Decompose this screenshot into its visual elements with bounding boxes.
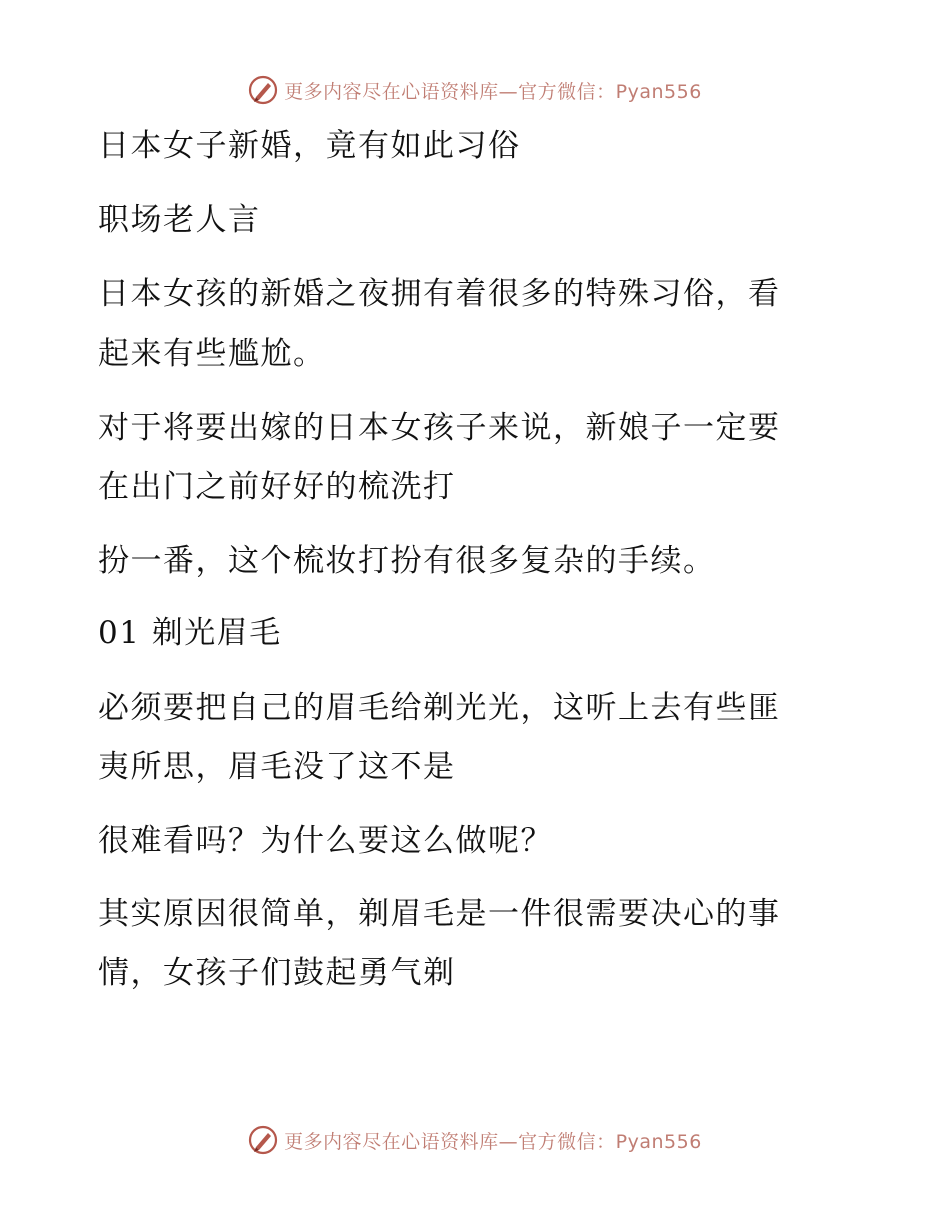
paragraph-3-line-1: 扮一番，这个梳妆打扮有很多复杂的手续。 — [98, 543, 716, 579]
footer-banner-text: 更多内容尽在心语资料库—官方微信：Pyan556 — [284, 1130, 702, 1153]
paragraph-1-line-2: 起来有些尴尬。 — [98, 336, 326, 372]
paragraph-2-line-2: 在出门之前好好的梳洗打 — [98, 469, 456, 505]
paragraph-6-line-1: 其实原因很简单，剃眉毛是一件很需要决心的事 — [98, 896, 781, 932]
paragraph-4-line-1: 必须要把自己的眉毛给剃光光，这听上去有些匪 — [98, 690, 781, 726]
document-title: 日本女子新婚，竟有如此习俗 — [98, 128, 521, 164]
paragraph-1-line-1: 日本女孩的新婚之夜拥有着很多的特殊习俗，看 — [98, 276, 781, 312]
paragraph-2-line-1: 对于将要出嫁的日本女孩子来说，新娘子一定要 — [98, 410, 781, 446]
paragraph-6-line-2: 情，女孩子们鼓起勇气剃 — [98, 955, 456, 991]
document-author: 职场老人言 — [98, 202, 261, 238]
paragraph-5-line-1: 很难看吗？为什么要这么做呢？ — [98, 823, 553, 859]
paragraph-4-line-2: 夷所思，眉毛没了这不是 — [98, 749, 456, 785]
section-heading: 01 剃光眉毛 — [98, 615, 282, 651]
header-banner-text: 更多内容尽在心语资料库—官方微信：Pyan556 — [284, 80, 702, 103]
footer-banner — [0, 1120, 950, 1160]
pen-logo-icon — [248, 1125, 278, 1155]
